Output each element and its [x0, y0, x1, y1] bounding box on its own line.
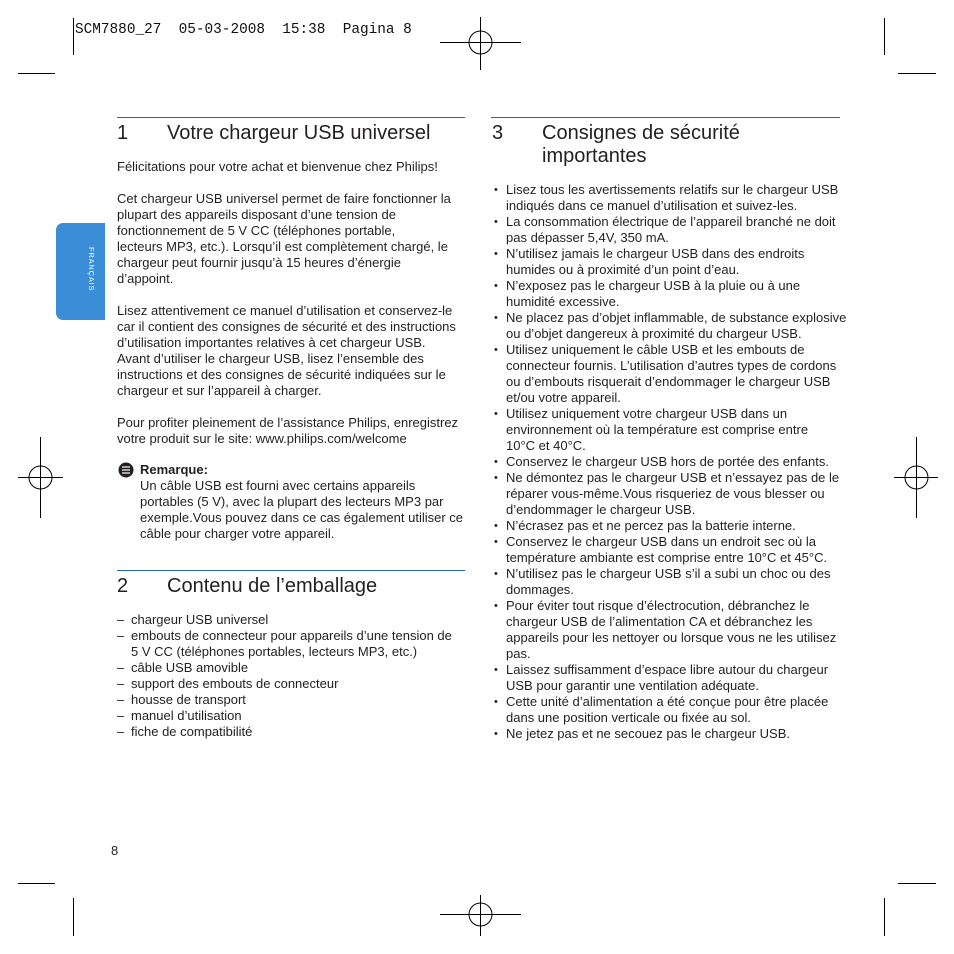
- note-line: câble pour charger votre appareil.: [140, 526, 335, 541]
- list-item-line: dans une position verticale ou fixée au sol.: [506, 710, 751, 725]
- list-item: [117, 708, 452, 724]
- intro-paragraph: [117, 159, 438, 175]
- list-item: [491, 246, 846, 278]
- print-slug: SCM7880_27 05-03-2008 15:38 Pagina 8: [75, 22, 412, 38]
- list-item-line: Utilisez uniquement votre chargeur USB dans un: [506, 406, 788, 421]
- bullet-marker: •: [494, 472, 498, 484]
- dash-marker: –: [117, 708, 125, 723]
- language-tab-label: FRANÇAIS: [87, 247, 96, 292]
- bullet-marker: •: [494, 312, 498, 324]
- paragraph-line: Avant d’utiliser le chargeur USB, lisez l’ensemble des: [117, 351, 424, 366]
- list-item-line: Lisez tous les avertissements relatifs sur le chargeur USB: [506, 182, 839, 197]
- list-item: [491, 470, 846, 518]
- list-item: [491, 214, 846, 246]
- list-item-line: pas.: [506, 646, 531, 661]
- list-item-line: et/ou votre appareil.: [506, 390, 621, 405]
- list-item: [491, 534, 846, 566]
- paragraph-line: fonctionnement de 5 V CC (téléphones portable,: [117, 223, 396, 238]
- list-item-line: embouts de connecteur pour appareils d’une tension de: [131, 628, 452, 643]
- list-item: [117, 612, 452, 628]
- note-line: exemple.Vous pouvez dans ce cas également utiliser ce: [140, 510, 464, 525]
- section-2-number: 2: [117, 575, 129, 597]
- list-item: [491, 182, 846, 214]
- list-item-line: température ambiante est comprise entre 10°C et 45°C.: [506, 550, 828, 565]
- list-item-line: humidité excessive.: [506, 294, 620, 309]
- list-item-line: La consommation électrique de l’appareil branché ne doit: [506, 214, 836, 229]
- paragraph-line: Cet chargeur USB universel permet de faire fonctionner la: [117, 191, 451, 206]
- list-item-line: réparer vous-même.Vous risqueriez de vous blesser ou: [506, 486, 825, 501]
- list-item: [491, 726, 846, 742]
- bullet-marker: •: [494, 536, 498, 548]
- registration-mark-top: [440, 17, 521, 70]
- section-3-title: [542, 122, 740, 168]
- list-item-line: Conservez le chargeur USB hors de portée des enfants.: [506, 454, 830, 469]
- read-manual-paragraph: [117, 303, 456, 399]
- note-line: Un câble USB est fourni avec certains appareils: [140, 478, 416, 493]
- list-item-line: N’utilisez jamais le chargeur USB dans des endroits: [506, 246, 805, 261]
- bullet-marker: •: [494, 728, 498, 740]
- list-item: [491, 518, 846, 534]
- list-item: [491, 454, 846, 470]
- bullet-marker: •: [494, 664, 498, 676]
- list-item-line: Ne démontez pas le chargeur USB et n’essayez pas de le: [506, 470, 840, 485]
- paragraph-line: Lisez attentivement ce manuel d’utilisation et conservez-le: [117, 303, 453, 318]
- bullet-marker: •: [494, 520, 498, 532]
- list-item: [117, 724, 452, 740]
- list-item-line: N’utilisez pas le chargeur USB s’il a subi un choc ou des: [506, 566, 831, 581]
- list-item-line: Cette unité d’alimentation a été conçue pour être placée: [506, 694, 829, 709]
- list-item-line: humides ou à proximité d’un point d’eau.: [506, 262, 740, 277]
- list-item-line: dommages.: [506, 582, 574, 597]
- section-1-rule: [117, 117, 465, 118]
- crop-mark-bottom-left: [18, 884, 74, 937]
- section-3-title-line: importantes: [542, 145, 647, 167]
- list-item-line: housse de transport: [131, 692, 246, 707]
- section-1-title: Votre chargeur USB universel: [167, 122, 431, 144]
- section-2-title: Contenu de l’emballage: [167, 575, 378, 597]
- list-item-line: connecteur fournis. L’utilisation d’autres types de cordons: [506, 358, 837, 373]
- crop-mark-top-right: [885, 18, 937, 74]
- registration-mark-right: [894, 437, 938, 518]
- list-item-line: N’exposez pas le chargeur USB à la pluie ou à une: [506, 278, 801, 293]
- list-item: [491, 598, 846, 662]
- paragraph-line: chargeur peut fournir jusqu’à 15 heures d’énergie: [117, 255, 402, 270]
- list-item: [491, 662, 846, 694]
- section-3-title-line: Consignes de sécurité: [542, 122, 740, 144]
- bullet-marker: •: [494, 280, 498, 292]
- paragraph-line: car il contient des consignes de sécurité et des instructions: [117, 319, 456, 334]
- list-item-line: Laissez suffisamment d’espace libre autour du chargeur: [506, 662, 829, 677]
- page-number: 8: [111, 843, 119, 858]
- bullet-marker: •: [494, 456, 498, 468]
- registration-mark-left: [18, 437, 63, 518]
- paragraph-line: instructions et des consignes de sécurité indiquées sur le: [117, 367, 446, 382]
- list-item-line: indiqués dans ce manuel d’utilisation et suivez-les.: [506, 198, 798, 213]
- bullet-marker: •: [494, 408, 498, 420]
- list-item-line: fiche de compatibilité: [131, 724, 253, 739]
- dash-marker: –: [117, 612, 125, 627]
- list-item-line: environnement où la température est comprise entre: [506, 422, 809, 437]
- list-item-line: d’endommager le chargeur USB.: [506, 502, 696, 517]
- bullet-marker: •: [494, 248, 498, 260]
- bullet-marker: •: [494, 568, 498, 580]
- list-item-line: Utilisez uniquement le câble USB et les embouts de: [506, 342, 805, 357]
- list-item-line: 5 V CC (téléphones portables, lecteurs MP3, etc.): [131, 644, 418, 659]
- list-item-line: support des embouts de connecteur: [131, 676, 339, 691]
- list-item-line: USB pour garantir une ventilation adéquate.: [506, 678, 759, 693]
- list-item-line: pas dépasser 5,4V, 350 mA.: [506, 230, 669, 245]
- paragraph-line: lecteurs MP3, etc.). Lorsqu’il est complètement chargé, le: [117, 239, 448, 254]
- package-contents-list: [117, 612, 452, 740]
- list-item: [491, 566, 846, 598]
- bullet-marker: •: [494, 344, 498, 356]
- paragraph-line: votre produit sur le site: www.philips.com/welcome: [117, 431, 407, 446]
- dash-marker: –: [117, 692, 125, 707]
- dash-marker: –: [117, 676, 125, 691]
- list-item: [117, 676, 452, 692]
- list-item-line: Ne jetez pas et ne secouez pas le chargeur USB.: [506, 726, 790, 741]
- note-label: Remarque:: [140, 462, 208, 477]
- description-paragraph: [117, 191, 451, 287]
- list-item-line: appareils pour les nettoyer ou lorsque vous ne les utilisez: [506, 630, 837, 645]
- note-line: portables (5 V), avec la plupart des lecteurs MP3 par: [140, 494, 444, 509]
- section-1-number: 1: [117, 122, 129, 144]
- paragraph-line: d’utilisation importantes relatives à cet chargeur USB.: [117, 335, 426, 350]
- list-item: [117, 628, 452, 660]
- note-box: [117, 462, 463, 542]
- note-icon: [118, 462, 134, 478]
- crop-mark-bottom-right: [885, 884, 937, 937]
- list-item-line: Ne placez pas d’objet inflammable, de substance explosive: [506, 310, 847, 325]
- section-2-rule: [117, 570, 465, 571]
- list-item-line: Conservez le chargeur USB dans un endroit sec où la: [506, 534, 817, 549]
- bullet-marker: •: [494, 216, 498, 228]
- paragraph-line: Félicitations pour votre achat et bienvenue chez Philips!: [117, 159, 438, 174]
- paragraph-line: chargeur et sur l’appareil à charger.: [117, 383, 322, 398]
- bullet-marker: •: [494, 696, 498, 708]
- list-item-line: Pour éviter tout risque d’électrocution, débranchez le: [506, 598, 810, 613]
- list-item-line: manuel d’utilisation: [131, 708, 242, 723]
- safety-instructions-list: [491, 182, 846, 742]
- list-item-line: chargeur USB universel: [131, 612, 269, 627]
- list-item: [117, 692, 452, 708]
- list-item-line: câble USB amovible: [131, 660, 249, 675]
- bullet-marker: •: [494, 184, 498, 196]
- list-item: [491, 342, 846, 406]
- list-item: [117, 660, 452, 676]
- crop-mark-top-left: [18, 18, 74, 74]
- language-tab: [56, 223, 105, 320]
- list-item: [491, 310, 846, 342]
- section-3-rule: [491, 117, 840, 118]
- section-3-number: 3: [492, 122, 504, 144]
- paragraph-line: d’appoint.: [117, 271, 174, 286]
- dash-marker: –: [117, 724, 125, 739]
- registration-mark-bottom: [440, 895, 521, 936]
- list-item: [491, 278, 846, 310]
- list-item: [491, 694, 846, 726]
- paragraph-line: plupart des appareils disposant d’une tension de: [117, 207, 396, 222]
- list-item-line: 10°C et 40°C.: [506, 438, 586, 453]
- paragraph-line: Pour profiter pleinement de l’assistance Philips, enregistrez: [117, 415, 459, 430]
- dash-marker: –: [117, 660, 125, 675]
- dash-marker: –: [117, 628, 125, 643]
- list-item-line: ou d’objet dangereux à proximité du chargeur USB.: [506, 326, 802, 341]
- list-item-line: ou d’embouts risquerait d’endommager le chargeur USB: [506, 374, 831, 389]
- registration-paragraph: [117, 415, 458, 447]
- bullet-marker: •: [494, 600, 498, 612]
- list-item-line: chargeur USB de l’alimentation CA et débranchez les: [506, 614, 813, 629]
- list-item: [491, 406, 846, 454]
- list-item-line: N’écrasez pas et ne percez pas la batterie interne.: [506, 518, 796, 533]
